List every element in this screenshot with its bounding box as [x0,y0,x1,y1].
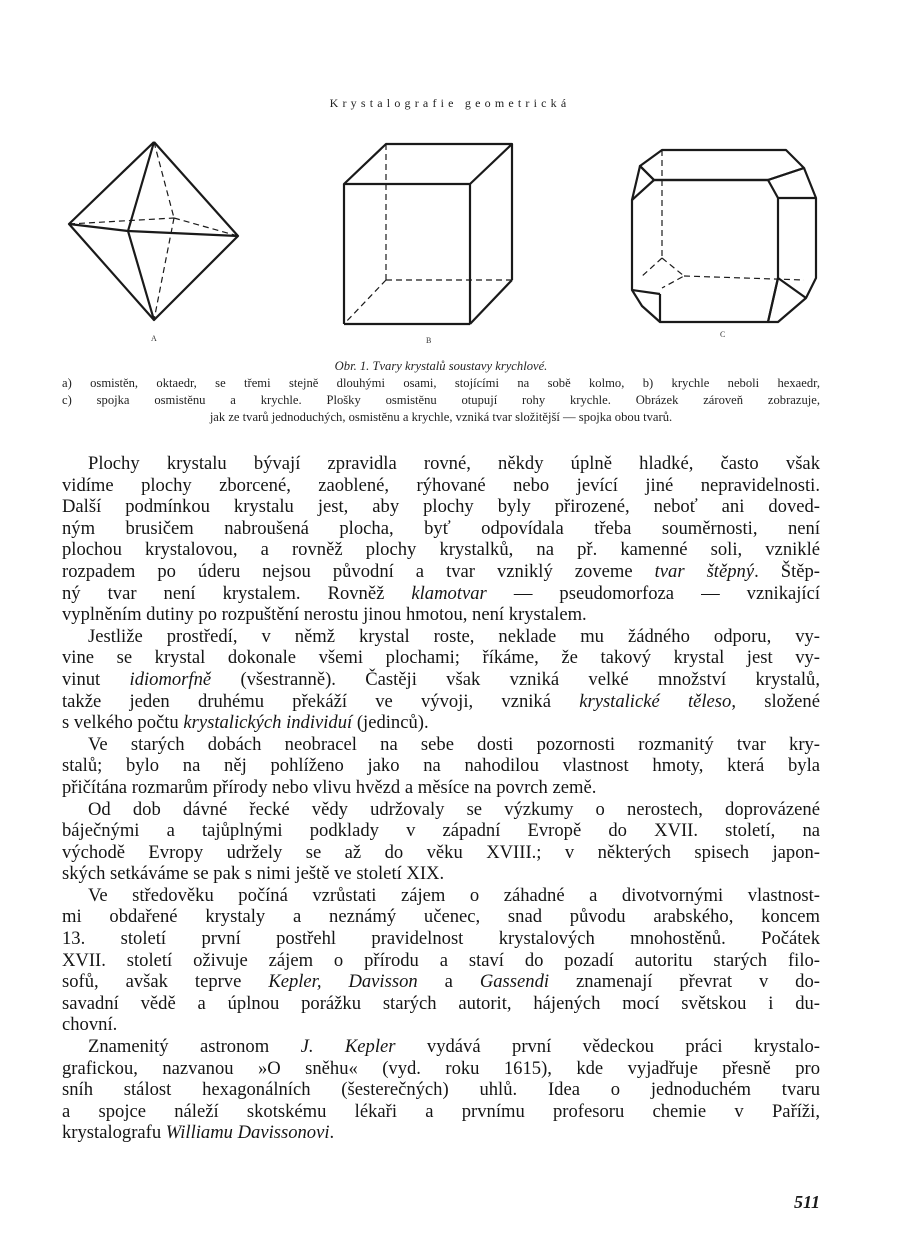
body-line: východě Evropy udržely se až do věku XVIII.; v některých spisech japon- [62,841,820,863]
body-line: vinut idiomorfně (všestranně). Častěji však vzniká velké množství krystalů, [62,668,821,690]
figure-label-c: C [720,330,726,339]
body-line: 13. století první postřehl pravidelnost krystalových mnohostěnů. Počátek [62,928,820,950]
body-line: Ve středověku počíná vzrůstati zájem o záhadné a divotvornými vlastnost- [88,884,820,906]
body-line: XVII. století oživuje zájem o přírodu a staví do pozadí autoritu starých filo- [62,949,820,971]
body-line: stalů; bylo na něj pohlíženo jako na nahodilou vlastnost hmoty, která byla [62,755,820,777]
body-line: takže jeden druhému překáží ve vývoji, vzniká krystalické těleso, složené [62,690,820,712]
cube-icon [340,128,540,328]
figure-area [0,128,900,358]
body-line: krystalografu Williamu Davissonovi. [62,1122,335,1144]
cuboctahedral-combination-icon [628,128,828,328]
body-line: Ve starých dobách neobracel na sebe dosti pozornosti rozmanitý tvar kry- [88,733,820,755]
figure-label-b: B [426,336,432,345]
body-line: přičítána rozmarům přírody nebo vlivu hvězd a měsíce na povrch země. [62,776,597,798]
body-line: vine se krystal dokonale všemi plochami; říkáme, že takový krystal jest vy- [62,647,820,669]
figure-label-a: A [151,334,157,343]
body-line: vyplněním dutiny po rozpuštění nerostu jinou hmotou, není krystalem. [62,604,587,626]
body-line: Jestliže prostředí, v němž krystal roste, neklade mu žádného odporu, vy- [88,625,820,647]
body-line: sofů, avšak teprve Kepler, Davisson a Gassendi znamenají převrat v do- [62,971,820,993]
octahedron-icon [66,128,266,328]
body-line: Znamenitý astronom J. Kepler vydává první vědeckou práci krystalo- [88,1036,821,1058]
body-line: Další podmínkou krystalu jest, aby plochy byly přirozené, neboť ani doved- [62,496,820,518]
body-line: plochou krystalovou, a rovněž plochy krystalků, na př. kamenné soli, vzniklé [62,539,820,561]
caption-line: c) spojka osmistěnu a krychle. Plošky osmistěnu otupují rohy krychle. Obrázek zároveň zobrazuje, [62,393,820,407]
body-line: Plochy krystalu bývají zpravidla rovné, někdy úplně hladké, často však [88,453,820,474]
body-line: savadní vědě a úplnou porážku starých autorit, hájených mocí světskou i du- [62,992,820,1014]
caption-title: Obr. 1. Tvary krystalů soustavy krychlové. [334,359,548,373]
figure-caption [62,358,820,426]
body-line: ských setkáváme se pak s nimi ještě ve století XIX. [62,863,445,885]
body-line: vidíme plochy zborcené, zaoblené, rýhované nebo jevící jiné nepravidelnosti. [62,474,820,496]
running-head: Krystalografie geometrická [329,96,571,110]
body-line: ný tvar není krystalem. Rovněž klamotvar — pseudomorfoza — vznikající [62,582,820,604]
body-line: grafickou, nazvanou »O sněhu« (vyd. roku 1615), kde vyjadřuje přesně pro [62,1057,820,1079]
body-line: rozpadem po úderu nejsou původní a tvar vzniklý zoveme tvar štěpný. Štěp- [62,560,820,582]
body-line: Od dob dávné řecké vědy udržovaly se výzkumy o nerostech, doprovázené [88,798,820,820]
body-line: a spojce náleží skotskému lékaři a prvnímu profesoru chemie v Paříži, [62,1100,820,1122]
page-number: 511 [793,1192,820,1212]
caption-line: a) osmistěn, oktaedr, se třemi stejně dlouhými osami, stojícími na sobě kolmo, b) krychle neboli hexaedr, [62,376,820,390]
body-line: sníh stálost hexagonálních (šesterečných) uhlů. Idea o jednoduchém tvaru [62,1079,820,1101]
body-line: ným brusičem nabroušená plocha, byť odpovídala třeba souměrnosti, není [62,517,820,539]
body-line: báječnými a tajůplnými podklady v západní Evropě do XVII. století, na [62,820,820,842]
body-line: chovní. [62,1014,118,1036]
caption-line: jak ze tvarů jednoduchých, osmistěnu a krychle, vzniká tvar složitější — spojka obou tvarů. [209,410,673,424]
body-text [62,453,820,1144]
body-line: s velkého počtu krystalických individuí (jedinců). [62,712,429,734]
body-line: mi obdařené krystaly a neznámý učenec, snad původu arabského, koncem [62,906,820,928]
